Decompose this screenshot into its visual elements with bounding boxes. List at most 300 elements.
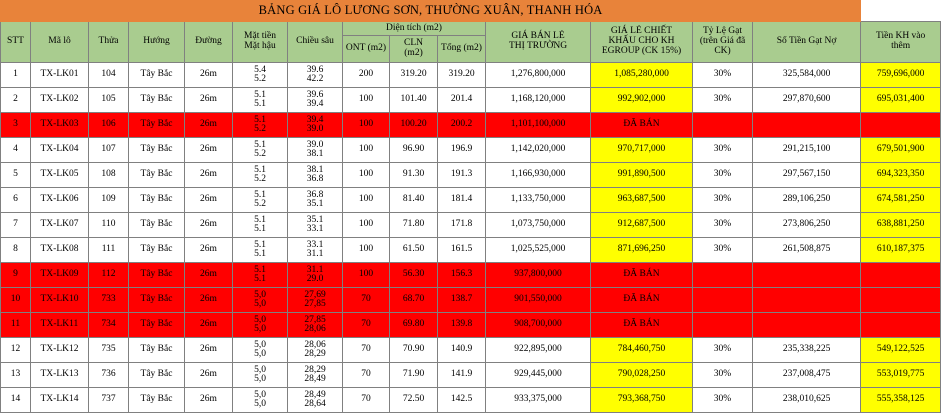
cell-mat-tien-mat-hau[interactable] — [233, 88, 288, 113]
cell-mat-tien-mat-hau[interactable] — [233, 263, 288, 288]
table-row[interactable] — [1, 338, 941, 363]
cell-so-tien-gat-no[interactable]: 291,215,100 — [753, 138, 861, 163]
col-header-gia-le-chiet-khau — [591, 22, 693, 63]
cell-stt[interactable]: 14 — [1, 388, 31, 413]
cell-ma-lo[interactable]: TX-LK08 — [31, 238, 89, 263]
cell-tien-kh-vao-them[interactable]: 694,323,350 — [861, 163, 941, 188]
cell-gia-ban-le[interactable]: 1,166,930,000 — [486, 163, 591, 188]
cell-stt[interactable]: 5 — [1, 163, 31, 188]
cell-so-tien-gat-no[interactable]: 273,806,250 — [753, 213, 861, 238]
cell-tien-kh-vao-them[interactable]: 610,187,375 — [861, 238, 941, 263]
cell-stt[interactable]: 8 — [1, 238, 31, 263]
value-mat-tien: 5.1 — [254, 164, 266, 175]
cell-tien-kh-vao-them[interactable]: 553,019,775 — [861, 363, 941, 388]
value-chieu-sau-2: 28,49 — [304, 374, 326, 384]
cell-duong[interactable]: 26m — [185, 63, 233, 88]
value-chieu-sau-1: 35.1 — [306, 214, 324, 225]
col-header-so-tien-gat-no: Số Tiền Gạt Nợ — [753, 22, 861, 63]
cell-ont[interactable]: 100 — [343, 238, 390, 263]
cell-tien-kh-vao-them[interactable] — [861, 313, 941, 338]
cell-stt[interactable]: 11 — [1, 313, 31, 338]
cell-duong[interactable]: 26m — [185, 213, 233, 238]
cell-gia-ban-le[interactable]: 1,101,100,000 — [486, 113, 591, 138]
cell-ty-le-gat[interactable] — [693, 263, 753, 288]
col-header-group-dien-tich: Diện tích (m2) — [343, 22, 486, 36]
value-mat-hau: 5,0 — [254, 349, 266, 359]
cell-ont[interactable]: 100 — [343, 163, 390, 188]
col-header-stt: STT — [1, 22, 31, 63]
cell-tong[interactable]: 191.3 — [438, 163, 486, 188]
cell-gia-ban-le[interactable]: 1,133,750,000 — [486, 188, 591, 213]
header-row-top — [1, 22, 941, 36]
cell-huong[interactable]: Tây Bắc — [129, 163, 185, 188]
cell-gia-le-chiet-khau[interactable]: 991,890,500 — [591, 163, 693, 188]
cell-so-tien-gat-no[interactable] — [753, 288, 861, 313]
title-blank-cell — [861, 1, 941, 22]
cell-gia-le-chiet-khau[interactable]: 784,460,750 — [591, 338, 693, 363]
cell-gia-le-chiet-khau[interactable]: 793,368,750 — [591, 388, 693, 413]
cell-ma-lo[interactable]: TX-LK01 — [31, 63, 89, 88]
cell-huong[interactable]: Tây Bắc — [129, 113, 185, 138]
cell-gia-le-chiet-khau[interactable]: ĐÃ BÁN — [591, 113, 693, 138]
value-mat-hau: 5,0 — [254, 324, 266, 334]
col-header-duong: Đường — [185, 22, 233, 63]
value-chieu-sau-2: 28,64 — [304, 399, 326, 409]
cell-ty-le-gat[interactable]: 30% — [693, 163, 753, 188]
col-header-tien-them-line2: thêm — [891, 41, 911, 51]
table-header — [1, 1, 941, 63]
cell-thua[interactable]: 737 — [89, 388, 129, 413]
value-chieu-sau-1: 33.1 — [306, 239, 324, 250]
cell-thua[interactable]: 105 — [89, 88, 129, 113]
cell-duong[interactable]: 26m — [185, 263, 233, 288]
col-header-cln-line2: (m2) — [404, 48, 423, 58]
cell-gia-ban-le[interactable]: 1,073,750,000 — [486, 213, 591, 238]
cell-ont[interactable]: 70 — [343, 388, 390, 413]
cell-tong[interactable]: 201.4 — [438, 88, 486, 113]
cell-ont[interactable]: 100 — [343, 213, 390, 238]
cell-mat-tien-mat-hau[interactable] — [233, 388, 288, 413]
value-mat-hau: 5.1 — [254, 249, 266, 259]
cell-gia-le-chiet-khau[interactable]: 992,902,000 — [591, 88, 693, 113]
value-chieu-sau-1: 28,29 — [304, 364, 326, 375]
value-chieu-sau-2: 28,29 — [304, 349, 326, 359]
cell-ma-lo[interactable]: TX-LK05 — [31, 163, 89, 188]
cell-duong[interactable]: 26m — [185, 388, 233, 413]
cell-ty-le-gat[interactable] — [693, 313, 753, 338]
cell-stt[interactable]: 6 — [1, 188, 31, 213]
cell-gia-le-chiet-khau[interactable]: ĐÃ BÁN — [591, 263, 693, 288]
cell-so-tien-gat-no[interactable]: 237,008,475 — [753, 363, 861, 388]
cell-thua[interactable]: 104 — [89, 63, 129, 88]
cell-so-tien-gat-no[interactable]: 297,567,150 — [753, 163, 861, 188]
cell-mat-tien-mat-hau[interactable] — [233, 63, 288, 88]
cell-chieu-sau[interactable] — [288, 163, 343, 188]
cell-thua[interactable]: 112 — [89, 263, 129, 288]
cell-mat-tien-mat-hau[interactable] — [233, 138, 288, 163]
cell-mat-tien-mat-hau[interactable] — [233, 288, 288, 313]
cell-tong[interactable]: 141.9 — [438, 363, 486, 388]
cell-duong[interactable]: 26m — [185, 238, 233, 263]
cell-thua[interactable]: 110 — [89, 213, 129, 238]
value-chieu-sau-2: 28,06 — [304, 324, 326, 334]
value-chieu-sau-1: 31.1 — [306, 264, 324, 275]
col-header-mat-hau-line2: Mặt hậu — [244, 41, 276, 51]
cell-tong[interactable]: 196.9 — [438, 138, 486, 163]
cell-cln[interactable]: 69.80 — [390, 313, 438, 338]
col-header-gia-ban-le — [486, 22, 591, 63]
cell-cln[interactable]: 81.40 — [390, 188, 438, 213]
cell-ty-le-gat[interactable]: 30% — [693, 338, 753, 363]
cell-tien-kh-vao-them[interactable] — [861, 113, 941, 138]
cell-ma-lo[interactable]: TX-LK02 — [31, 88, 89, 113]
value-mat-tien: 5.1 — [254, 239, 266, 250]
cell-tien-kh-vao-them[interactable] — [861, 263, 941, 288]
cell-thua[interactable]: 109 — [89, 188, 129, 213]
cell-chieu-sau[interactable] — [288, 113, 343, 138]
value-mat-hau: 5,0 — [254, 374, 266, 384]
cell-huong[interactable]: Tây Bắc — [129, 88, 185, 113]
cell-chieu-sau[interactable] — [288, 238, 343, 263]
cell-gia-ban-le[interactable]: 1,142,020,000 — [486, 138, 591, 163]
cell-tien-kh-vao-them[interactable]: 759,696,000 — [861, 63, 941, 88]
cell-chieu-sau[interactable] — [288, 338, 343, 363]
value-chieu-sau-1: 39.6 — [306, 64, 324, 75]
col-header-chiet-khau-line3: EGROUP (CK 15%) — [601, 45, 682, 56]
cell-so-tien-gat-no[interactable] — [753, 263, 861, 288]
cell-stt[interactable]: 10 — [1, 288, 31, 313]
cell-ty-le-gat[interactable] — [693, 113, 753, 138]
value-chieu-sau-1: 36.8 — [306, 189, 324, 200]
value-mat-tien: 5,0 — [254, 364, 266, 375]
col-header-huong: Hướng — [129, 22, 185, 63]
value-mat-tien: 5.1 — [254, 89, 266, 100]
table-row[interactable] — [1, 213, 941, 238]
col-header-ty-le-gat — [693, 22, 753, 63]
cell-huong[interactable]: Tây Bắc — [129, 63, 185, 88]
cell-gia-le-chiet-khau[interactable]: 970,717,000 — [591, 138, 693, 163]
cell-duong[interactable]: 26m — [185, 88, 233, 113]
cell-so-tien-gat-no[interactable]: 325,584,000 — [753, 63, 861, 88]
cell-ma-lo[interactable]: TX-LK06 — [31, 188, 89, 213]
cell-huong[interactable]: Tây Bắc — [129, 213, 185, 238]
cell-tong[interactable]: 139.8 — [438, 313, 486, 338]
cell-so-tien-gat-no[interactable]: 289,106,250 — [753, 188, 861, 213]
cell-cln[interactable]: 319.20 — [390, 63, 438, 88]
cell-tong[interactable]: 200.2 — [438, 113, 486, 138]
cell-cln[interactable]: 56.30 — [390, 263, 438, 288]
cell-ma-lo[interactable]: TX-LK12 — [31, 338, 89, 363]
cell-huong[interactable]: Tây Bắc — [129, 138, 185, 163]
value-chieu-sau-2: 38.1 — [306, 149, 324, 159]
cell-gia-ban-le[interactable]: 937,800,000 — [486, 263, 591, 288]
value-chieu-sau-1: 39.0 — [306, 139, 324, 150]
page-title: BẢNG GIÁ LÔ LƯƠNG SƠN, THƯỜNG XUÂN, THANH HÓA — [1, 1, 861, 22]
cell-ty-le-gat[interactable]: 30% — [693, 188, 753, 213]
cell-cln[interactable]: 72.50 — [390, 388, 438, 413]
cell-gia-le-chiet-khau[interactable]: ĐÃ BÁN — [591, 288, 693, 313]
cell-cln[interactable]: 91.30 — [390, 163, 438, 188]
cell-duong[interactable]: 26m — [185, 138, 233, 163]
value-mat-tien: 5.1 — [254, 264, 266, 275]
value-mat-tien: 5,0 — [254, 314, 266, 325]
cell-ty-le-gat[interactable]: 30% — [693, 138, 753, 163]
value-mat-hau: 5.1 — [254, 224, 266, 234]
cell-duong[interactable]: 26m — [185, 163, 233, 188]
cell-stt[interactable]: 13 — [1, 363, 31, 388]
cell-tien-kh-vao-them[interactable]: 674,581,250 — [861, 188, 941, 213]
cell-cln[interactable]: 71.90 — [390, 363, 438, 388]
cell-gia-ban-le[interactable]: 1,025,525,000 — [486, 238, 591, 263]
cell-gia-ban-le[interactable]: 933,375,000 — [486, 388, 591, 413]
table-row[interactable] — [1, 238, 941, 263]
cell-chieu-sau[interactable] — [288, 313, 343, 338]
cell-so-tien-gat-no[interactable]: 238,010,625 — [753, 388, 861, 413]
value-mat-hau: 5.1 — [254, 274, 266, 284]
cell-mat-tien-mat-hau[interactable] — [233, 238, 288, 263]
cell-mat-tien-mat-hau[interactable] — [233, 363, 288, 388]
cell-ty-le-gat[interactable]: 30% — [693, 238, 753, 263]
cell-tong[interactable]: 140.9 — [438, 338, 486, 363]
cell-gia-le-chiet-khau[interactable]: ĐÃ BÁN — [591, 313, 693, 338]
value-chieu-sau-1: 28,49 — [304, 389, 326, 400]
table-row[interactable] — [1, 113, 941, 138]
cell-mat-tien-mat-hau[interactable] — [233, 163, 288, 188]
cell-tong[interactable]: 161.5 — [438, 238, 486, 263]
cell-chieu-sau[interactable] — [288, 63, 343, 88]
col-header-chiet-khau-line1: GIÁ LẺ CHIẾT — [610, 26, 673, 37]
cell-chieu-sau[interactable] — [288, 188, 343, 213]
cell-huong[interactable]: Tây Bắc — [129, 238, 185, 263]
col-header-ty-le-gat-line2: (trên Giá đã — [699, 36, 746, 47]
cell-tong[interactable]: 138.7 — [438, 288, 486, 313]
cell-ty-le-gat[interactable]: 30% — [693, 213, 753, 238]
cell-chieu-sau[interactable] — [288, 263, 343, 288]
cell-ont[interactable]: 100 — [343, 263, 390, 288]
value-chieu-sau-2: 39.0 — [306, 124, 324, 134]
cell-thua[interactable]: 735 — [89, 338, 129, 363]
cell-cln[interactable]: 70.90 — [390, 338, 438, 363]
value-mat-tien: 5.1 — [254, 139, 266, 150]
value-chieu-sau-2: 39.4 — [306, 99, 324, 109]
cell-tien-kh-vao-them[interactable]: 679,501,900 — [861, 138, 941, 163]
cell-tong[interactable]: 156.3 — [438, 263, 486, 288]
cell-duong[interactable]: 26m — [185, 113, 233, 138]
cell-so-tien-gat-no[interactable]: 235,338,225 — [753, 338, 861, 363]
cell-tong[interactable]: 319.20 — [438, 63, 486, 88]
cell-ty-le-gat[interactable] — [693, 288, 753, 313]
cell-chieu-sau[interactable] — [288, 388, 343, 413]
col-header-tien-kh-vao-them — [861, 22, 941, 63]
table-row[interactable] — [1, 188, 941, 213]
cell-thua[interactable]: 108 — [89, 163, 129, 188]
cell-thua[interactable]: 111 — [89, 238, 129, 263]
table-row[interactable] — [1, 313, 941, 338]
cell-so-tien-gat-no[interactable] — [753, 313, 861, 338]
cell-ma-lo[interactable]: TX-LK09 — [31, 263, 89, 288]
col-header-tong: Tổng (m2) — [438, 36, 486, 63]
cell-cln[interactable]: 96.90 — [390, 138, 438, 163]
cell-stt[interactable]: 9 — [1, 263, 31, 288]
cell-ma-lo[interactable]: TX-LK03 — [31, 113, 89, 138]
cell-ty-le-gat[interactable]: 30% — [693, 63, 753, 88]
cell-mat-tien-mat-hau[interactable] — [233, 188, 288, 213]
cell-ont[interactable]: 70 — [343, 288, 390, 313]
cell-tien-kh-vao-them[interactable]: 549,122,525 — [861, 338, 941, 363]
cell-duong[interactable]: 26m — [185, 313, 233, 338]
cell-ma-lo[interactable]: TX-LK04 — [31, 138, 89, 163]
cell-cln[interactable]: 101.40 — [390, 88, 438, 113]
cell-chieu-sau[interactable] — [288, 363, 343, 388]
cell-gia-ban-le[interactable]: 922,895,000 — [486, 338, 591, 363]
col-header-chiet-khau-line2: KHẤU CHO KH — [608, 36, 675, 47]
cell-chieu-sau[interactable] — [288, 88, 343, 113]
value-chieu-sau-1: 27,85 — [304, 314, 326, 325]
cell-gia-le-chiet-khau[interactable]: 963,687,500 — [591, 188, 693, 213]
value-mat-hau: 5.2 — [254, 199, 266, 209]
value-mat-tien: 5,0 — [254, 339, 266, 350]
cell-ty-le-gat[interactable]: 30% — [693, 88, 753, 113]
cell-mat-tien-mat-hau[interactable] — [233, 338, 288, 363]
cell-cln[interactable]: 100.20 — [390, 113, 438, 138]
cell-tong[interactable]: 142.5 — [438, 388, 486, 413]
cell-huong[interactable]: Tây Bắc — [129, 363, 185, 388]
cell-mat-tien-mat-hau[interactable] — [233, 313, 288, 338]
cell-duong[interactable]: 26m — [185, 288, 233, 313]
cell-chieu-sau[interactable] — [288, 213, 343, 238]
value-mat-tien: 5.1 — [254, 214, 266, 225]
cell-duong[interactable]: 26m — [185, 338, 233, 363]
col-header-gia-ban-le-line2: THỊ TRƯỜNG — [508, 41, 568, 51]
cell-tien-kh-vao-them[interactable]: 555,358,125 — [861, 388, 941, 413]
cell-ty-le-gat[interactable]: 30% — [693, 363, 753, 388]
cell-thua[interactable]: 733 — [89, 288, 129, 313]
cell-gia-ban-le[interactable]: 1,276,800,000 — [486, 63, 591, 88]
table-row[interactable] — [1, 138, 941, 163]
cell-ont[interactable]: 70 — [343, 338, 390, 363]
cell-duong[interactable]: 26m — [185, 363, 233, 388]
table-row[interactable] — [1, 263, 941, 288]
cell-tong[interactable]: 171.8 — [438, 213, 486, 238]
cell-so-tien-gat-no[interactable]: 261,508,875 — [753, 238, 861, 263]
value-chieu-sau-1: 38.1 — [306, 164, 324, 175]
value-chieu-sau-2: 33.1 — [306, 224, 324, 234]
cell-ma-lo[interactable]: TX-LK14 — [31, 388, 89, 413]
cell-cln[interactable]: 68.70 — [390, 288, 438, 313]
table-row[interactable] — [1, 388, 941, 413]
cell-stt[interactable]: 2 — [1, 88, 31, 113]
value-mat-hau: 5.2 — [254, 124, 266, 134]
cell-huong[interactable]: Tây Bắc — [129, 188, 185, 213]
value-chieu-sau-1: 28,06 — [304, 339, 326, 350]
cell-tien-kh-vao-them[interactable] — [861, 288, 941, 313]
cell-ont[interactable]: 70 — [343, 313, 390, 338]
cell-gia-ban-le[interactable]: 908,700,000 — [486, 313, 591, 338]
cell-huong[interactable]: Tây Bắc — [129, 388, 185, 413]
cell-ma-lo[interactable]: TX-LK10 — [31, 288, 89, 313]
cell-gia-ban-le[interactable]: 929,445,000 — [486, 363, 591, 388]
col-header-ont: ONT (m2) — [343, 36, 390, 63]
col-header-gia-ban-le-line1: GIÁ BÁN LẺ — [511, 31, 565, 42]
value-chieu-sau-2: 35.1 — [306, 199, 324, 209]
value-mat-tien: 5,0 — [254, 289, 266, 300]
col-header-chieu-sau: Chiều sâu — [288, 22, 343, 63]
cell-ty-le-gat[interactable]: 30% — [693, 388, 753, 413]
cell-stt[interactable]: 4 — [1, 138, 31, 163]
value-chieu-sau-1: 27,69 — [304, 289, 326, 300]
cell-ma-lo[interactable]: TX-LK11 — [31, 313, 89, 338]
col-header-tien-them-line1: Tiền KH vào — [876, 31, 926, 42]
cell-gia-ban-le[interactable]: 1,168,120,000 — [486, 88, 591, 113]
value-chieu-sau-1: 39.4 — [306, 114, 324, 125]
table-row[interactable] — [1, 363, 941, 388]
cell-tong[interactable]: 181.4 — [438, 188, 486, 213]
cell-ont[interactable]: 100 — [343, 188, 390, 213]
cell-huong[interactable]: Tây Bắc — [129, 338, 185, 363]
cell-gia-le-chiet-khau[interactable]: 790,028,250 — [591, 363, 693, 388]
cell-ont[interactable]: 100 — [343, 138, 390, 163]
cell-duong[interactable]: 26m — [185, 188, 233, 213]
cell-mat-tien-mat-hau[interactable] — [233, 113, 288, 138]
cell-gia-le-chiet-khau[interactable]: 912,687,500 — [591, 213, 693, 238]
cell-huong[interactable]: Tây Bắc — [129, 288, 185, 313]
cell-huong[interactable]: Tây Bắc — [129, 263, 185, 288]
cell-so-tien-gat-no[interactable] — [753, 113, 861, 138]
cell-thua[interactable]: 734 — [89, 313, 129, 338]
cell-ont[interactable]: 70 — [343, 363, 390, 388]
cell-thua[interactable]: 107 — [89, 138, 129, 163]
cell-stt[interactable]: 3 — [1, 113, 31, 138]
cell-tien-kh-vao-them[interactable]: 638,881,250 — [861, 213, 941, 238]
value-mat-tien: 5.1 — [254, 114, 266, 125]
cell-stt[interactable]: 12 — [1, 338, 31, 363]
cell-chieu-sau[interactable] — [288, 288, 343, 313]
cell-ma-lo[interactable]: TX-LK13 — [31, 363, 89, 388]
cell-so-tien-gat-no[interactable]: 297,870,600 — [753, 88, 861, 113]
value-mat-tien: 5,0 — [254, 389, 266, 400]
col-header-cln — [390, 36, 438, 63]
table-row[interactable] — [1, 63, 941, 88]
cell-ont[interactable]: 100 — [343, 113, 390, 138]
value-chieu-sau-2: 42.2 — [306, 74, 324, 84]
col-header-ma-lo: Mã lô — [31, 22, 89, 63]
cell-tien-kh-vao-them[interactable]: 695,031,400 — [861, 88, 941, 113]
cell-stt[interactable]: 7 — [1, 213, 31, 238]
value-chieu-sau-2: 31.1 — [306, 249, 324, 259]
cell-gia-le-chiet-khau[interactable]: 871,696,250 — [591, 238, 693, 263]
cell-cln[interactable]: 71.80 — [390, 213, 438, 238]
cell-gia-le-chiet-khau[interactable]: 1,085,280,000 — [591, 63, 693, 88]
cell-cln[interactable]: 61.50 — [390, 238, 438, 263]
col-header-cln-line1: CLN — [404, 38, 423, 49]
cell-thua[interactable]: 106 — [89, 113, 129, 138]
table-row[interactable] — [1, 88, 941, 113]
table-row[interactable] — [1, 163, 941, 188]
cell-stt[interactable]: 1 — [1, 63, 31, 88]
cell-thua[interactable]: 736 — [89, 363, 129, 388]
cell-huong[interactable]: Tây Bắc — [129, 313, 185, 338]
cell-mat-tien-mat-hau[interactable] — [233, 213, 288, 238]
value-mat-hau: 5.1 — [254, 99, 266, 109]
col-header-ty-le-gat-line3: CK) — [714, 45, 731, 56]
cell-ont[interactable]: 200 — [343, 63, 390, 88]
cell-gia-ban-le[interactable]: 901,550,000 — [486, 288, 591, 313]
value-mat-hau: 5,0 — [254, 299, 266, 309]
cell-chieu-sau[interactable] — [288, 138, 343, 163]
cell-ont[interactable]: 100 — [343, 88, 390, 113]
table-row[interactable] — [1, 288, 941, 313]
cell-ma-lo[interactable]: TX-LK07 — [31, 213, 89, 238]
